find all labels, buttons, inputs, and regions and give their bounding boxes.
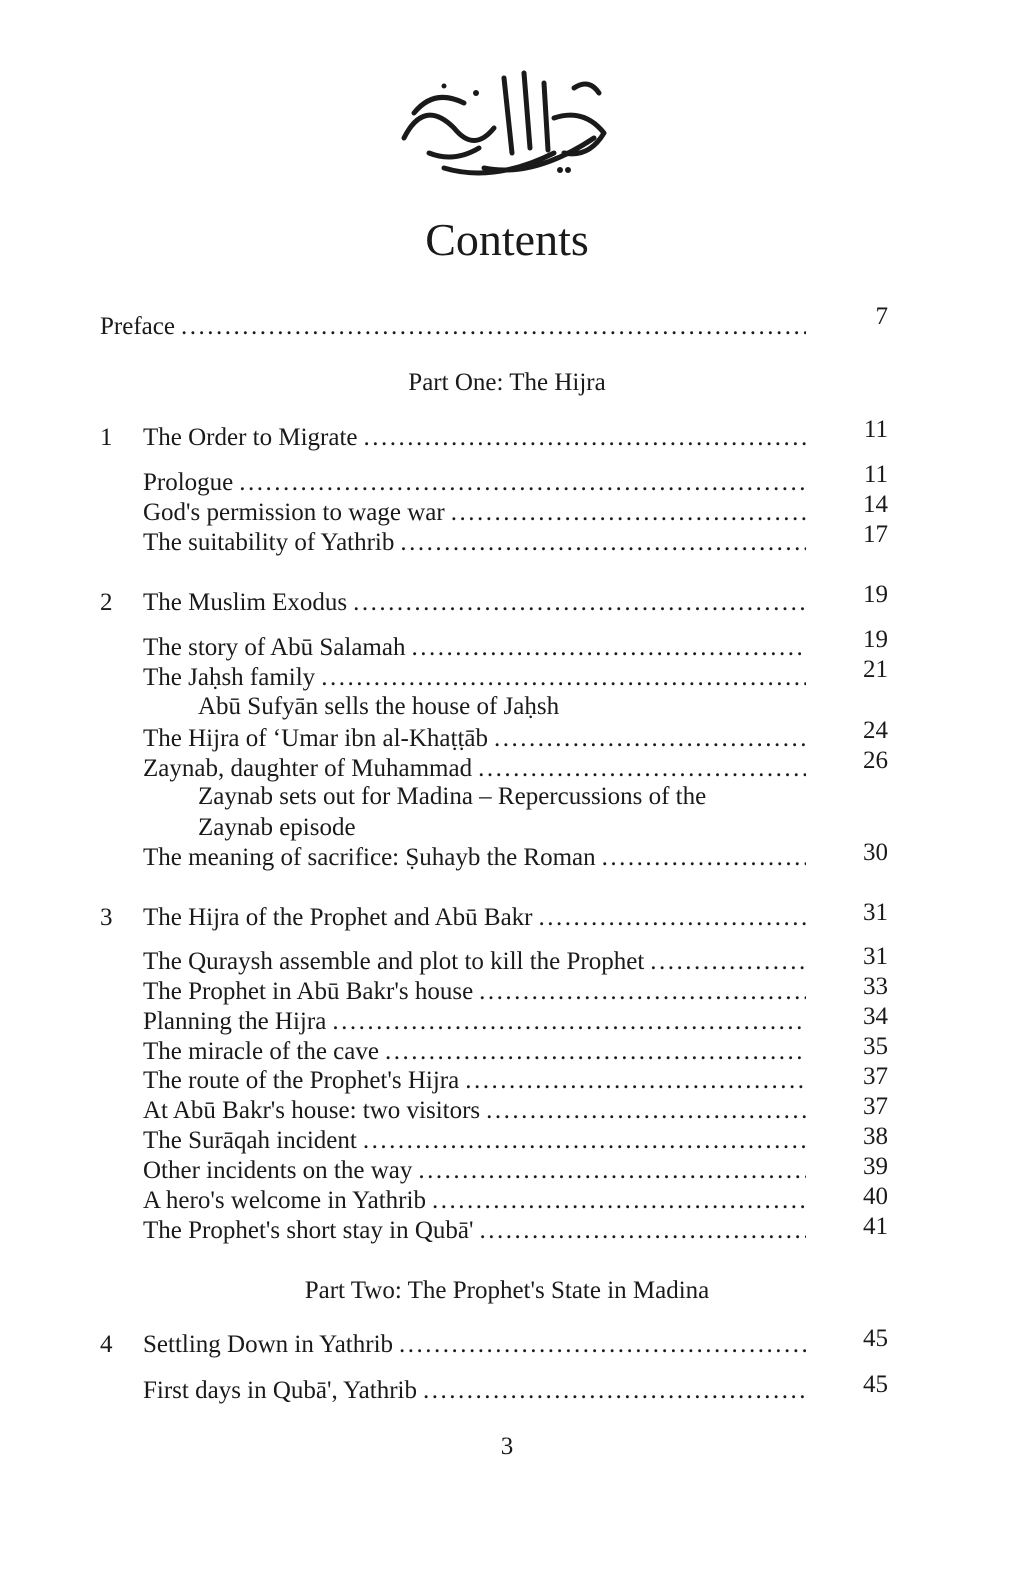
page-number: 3 <box>500 1433 514 1460</box>
toc-section[interactable] <box>143 528 806 558</box>
leader-dots <box>650 947 806 977</box>
entry-page: 34 <box>863 1003 888 1030</box>
leader-dots <box>321 663 806 693</box>
entry-title: The Prophet's short stay in Qubā' <box>143 1217 474 1244</box>
chapter-number: 4 <box>100 1331 113 1358</box>
part-heading: Part Two: The Prophet's State in Madina <box>304 1277 710 1304</box>
leader-dots <box>432 1186 806 1216</box>
entry-page: 35 <box>863 1033 888 1060</box>
entry-title: The Order to Migrate <box>143 424 358 451</box>
leader-dots <box>385 1037 806 1067</box>
entry-page: 17 <box>863 521 888 548</box>
entry-title: The suitability of Yathrib <box>143 529 395 556</box>
toc-chapter[interactable] <box>143 423 806 453</box>
toc-section[interactable] <box>143 1066 806 1096</box>
entry-title: The meaning of sacrifice: Ṣuhayb the Roman <box>143 844 596 871</box>
toc-section[interactable] <box>143 1156 806 1186</box>
entry-page: 30 <box>863 839 888 866</box>
leader-dots <box>353 588 806 618</box>
toc-section[interactable] <box>143 1216 806 1246</box>
entry-title: The Prophet in Abū Bakr's house <box>143 978 474 1005</box>
page-title: Contents <box>425 214 589 265</box>
leader-dots <box>239 468 806 498</box>
toc-section[interactable] <box>143 754 806 784</box>
entry-page: 37 <box>863 1063 888 1090</box>
leader-dots <box>451 498 806 528</box>
leader-dots <box>486 1096 806 1126</box>
entry-title: Settling Down in Yathrib <box>143 1331 394 1358</box>
entry-title: The Muslim Exodus <box>143 589 348 616</box>
entry-title: Other incidents on the way <box>143 1157 413 1184</box>
toc-subsection: Abū Sufyān sells the house of Jaḥsh <box>198 693 560 720</box>
leader-dots <box>423 1376 806 1406</box>
entry-title: Planning the Hijra <box>143 1008 327 1035</box>
bismillah-calligraphy <box>384 58 624 188</box>
entry-title: The Jaḥsh family <box>143 664 316 691</box>
toc-chapter[interactable] <box>143 903 806 933</box>
toc-section[interactable] <box>143 947 806 977</box>
toc-section[interactable] <box>143 1037 806 1067</box>
toc-section[interactable] <box>143 1126 806 1156</box>
entry-page: 11 <box>863 416 888 443</box>
entry-title: God's permission to wage war <box>143 499 445 526</box>
entry-title: The route of the Prophet's Hijra <box>143 1067 460 1094</box>
leader-dots <box>480 1216 807 1246</box>
chapter-number: 1 <box>100 424 113 451</box>
leader-dots <box>465 1066 806 1096</box>
toc-section[interactable] <box>143 1376 806 1406</box>
entry-title: At Abū Bakr's house: two visitors <box>143 1097 481 1124</box>
toc-chapter[interactable] <box>143 588 806 618</box>
entry-title: The Quraysh assemble and plot to kill the Prophet <box>143 948 645 975</box>
entry-page: 19 <box>863 626 888 653</box>
entry-page: 24 <box>863 717 888 744</box>
entry-title: The Surāqah incident <box>143 1127 357 1154</box>
entry-page: 39 <box>863 1153 888 1180</box>
chapter-number: 2 <box>100 589 113 616</box>
entry-page: 33 <box>863 973 888 1000</box>
toc-section[interactable] <box>143 977 806 1007</box>
toc-section[interactable] <box>143 843 806 873</box>
toc-section[interactable] <box>143 633 806 663</box>
toc-section[interactable] <box>143 724 806 754</box>
entry-title: First days in Qubā', Yathrib <box>143 1377 417 1404</box>
toc-subsection: Zaynab episode <box>198 814 356 841</box>
toc-subsection: Zaynab sets out for Madina – Repercussions of the <box>198 783 707 810</box>
entry-title: Prologue <box>143 469 234 496</box>
leader-dots <box>332 1007 806 1037</box>
entry-page: 45 <box>863 1371 888 1398</box>
toc-section[interactable] <box>143 1186 806 1216</box>
leader-dots <box>479 977 806 1007</box>
part-heading: Part One: The Hijra <box>408 369 606 396</box>
toc-section[interactable] <box>143 1007 806 1037</box>
leader-dots <box>411 633 806 663</box>
leader-dots <box>478 754 806 784</box>
entry-title: Preface <box>100 313 175 340</box>
entry-page: 45 <box>863 1325 888 1352</box>
entry-page: 11 <box>863 461 888 488</box>
leader-dots <box>539 903 807 933</box>
entry-page: 7 <box>875 303 888 330</box>
entry-page: 31 <box>863 899 888 926</box>
entry-page: 21 <box>863 656 888 683</box>
entry-title: The Hijra of ‘Umar ibn al-Khaṭṭāb <box>143 725 489 752</box>
entry-title: The miracle of the cave <box>143 1038 379 1065</box>
entry-page: 26 <box>863 747 888 774</box>
chapter-number: 3 <box>100 904 113 931</box>
toc-section[interactable] <box>143 1096 806 1126</box>
toc-chapter[interactable] <box>143 1330 806 1360</box>
leader-dots <box>181 312 806 342</box>
leader-dots <box>399 1330 806 1360</box>
leader-dots <box>364 423 806 453</box>
toc-section[interactable] <box>143 663 806 693</box>
toc-section[interactable] <box>143 498 806 528</box>
entry-page: 14 <box>863 491 888 518</box>
entry-page: 37 <box>863 1093 888 1120</box>
entry-title: Zaynab, daughter of Muhammad <box>143 755 473 782</box>
entry-page: 41 <box>863 1213 888 1240</box>
leader-dots <box>400 528 806 558</box>
leader-dots <box>418 1156 806 1186</box>
toc-section[interactable] <box>143 468 806 498</box>
entry-page: 40 <box>863 1183 888 1210</box>
leader-dots <box>494 724 806 754</box>
entry-page: 38 <box>863 1123 888 1150</box>
entry-page: 31 <box>863 943 888 970</box>
entry-title: A hero's welcome in Yathrib <box>143 1187 426 1214</box>
entry-page: 19 <box>863 581 888 608</box>
entry-title: The story of Abū Salamah <box>143 634 406 661</box>
entry-title: The Hijra of the Prophet and Abū Bakr <box>143 904 533 931</box>
leader-dots <box>363 1126 806 1156</box>
leader-dots <box>602 843 806 873</box>
toc-entry-preface[interactable] <box>100 312 806 342</box>
